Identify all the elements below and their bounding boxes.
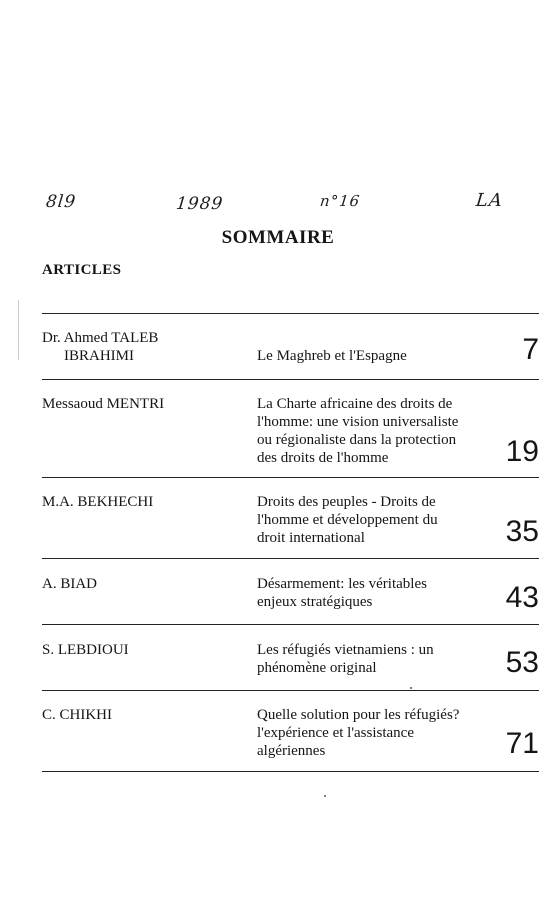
toc-article-line: Les réfugiés vietnamiens : un [257, 642, 434, 658]
toc-article-title [257, 706, 497, 760]
handwritten-note-1: 8l9 [44, 192, 78, 212]
toc-article-line: des droits de l'homme [257, 450, 389, 466]
handwritten-note-2: 1989 [174, 194, 225, 214]
toc-article-line: l'expérience et l'assistance [257, 725, 414, 741]
toc-entry [42, 329, 539, 373]
toc-author [42, 641, 242, 659]
toc-entry [42, 641, 539, 685]
toc-author [42, 493, 242, 511]
toc-article-line: l'homme: une vision universaliste [257, 414, 459, 430]
toc-author-line: Messaoud MENTRI [42, 396, 165, 412]
toc-article-line: enjeux stratégiques [257, 594, 373, 610]
toc-entry [42, 706, 539, 766]
toc-article-line: Quelle solution pour les réfugiés? [257, 707, 460, 723]
divider [42, 313, 539, 314]
toc-article-line: ou régionaliste dans la protection [257, 432, 457, 448]
scan-speck [18, 300, 19, 360]
toc-article-title [257, 575, 497, 611]
toc-article-title [257, 347, 497, 365]
toc-author-line: IBRAHIMI [64, 348, 134, 364]
toc-author-line: M.A. BEKHECHI [42, 494, 154, 510]
scan-speck [324, 795, 326, 797]
toc-page-number: 19 [505, 435, 539, 468]
divider [42, 624, 539, 625]
toc-author-line: S. LEBDIOUI [42, 642, 129, 658]
toc-author-line: A. BIAD [42, 576, 97, 592]
toc-article-line: l'homme et développement du [257, 512, 438, 528]
toc-page-number: 43 [505, 581, 539, 614]
toc-author [42, 706, 242, 724]
toc-article-title [257, 493, 497, 547]
divider [42, 477, 539, 478]
toc-page-number: 35 [505, 515, 539, 548]
toc-author [42, 395, 242, 413]
toc-article-line: Droits des peuples - Droits de [257, 494, 436, 510]
toc-author [42, 575, 242, 593]
toc-page-number: 71 [505, 727, 539, 760]
handwritten-note-4: LA [474, 190, 505, 211]
toc-author [42, 329, 242, 365]
divider [42, 690, 539, 691]
toc-entry [42, 493, 539, 553]
toc-article-line: algériennes [257, 743, 326, 759]
toc-entry [42, 395, 539, 471]
toc-article-line: La Charte africaine des droits de [257, 396, 453, 412]
toc-article-line: phénomène original [257, 660, 377, 676]
toc-author-line: Dr. Ahmed TALEB [42, 330, 159, 346]
toc-article-line: Désarmement: les véritables [257, 576, 427, 592]
toc-page-number: 7 [522, 333, 539, 366]
handwritten-note-3: n°16 [319, 192, 362, 210]
toc-entry [42, 575, 539, 619]
divider [42, 771, 539, 772]
toc-article-line: droit international [257, 530, 365, 546]
scan-speck [410, 687, 412, 689]
toc-article-line: Le Maghreb et l'Espagne [257, 348, 407, 364]
toc-article-title [257, 641, 497, 677]
section-heading: ARTICLES [42, 262, 122, 278]
page-title: SOMMAIRE [221, 227, 335, 248]
divider [42, 379, 539, 380]
toc-author-line: C. CHIKHI [42, 707, 112, 723]
toc-page-number: 53 [505, 646, 539, 679]
divider [42, 558, 539, 559]
toc-article-title [257, 395, 497, 467]
